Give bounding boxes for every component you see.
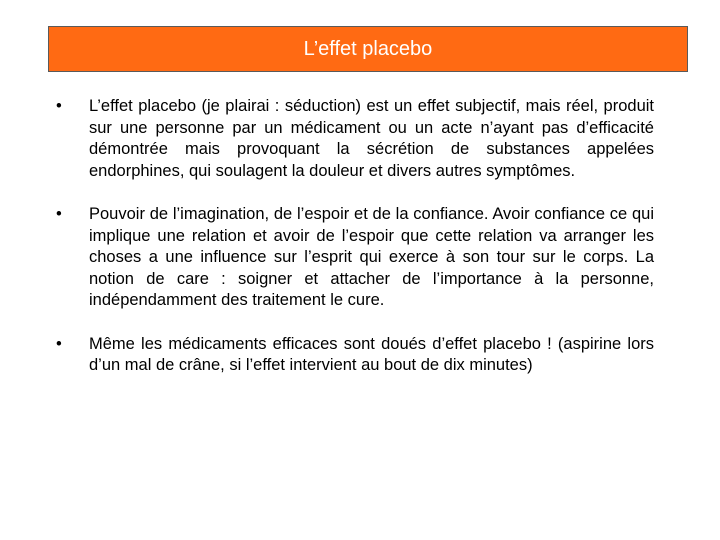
bullet-icon: • (56, 205, 62, 223)
bullet-text-2: Pouvoir de l’imagination, de l’espoir et de la confiance. Avoir confiance ce qui implique une relation et avoir de l’espoir que cette relation va arranger les choses a une influence sur l’esprit qui exerce à son tour sur le corps. La notion de care : soigner et attacher de l’importance à la personne, indépendamment des traitement le cure. (89, 205, 654, 309)
bullet-text-3: Même les médicaments efficaces sont doués d’effet placebo ! (aspirine lors d’un mal de crâne, si l’effet intervient au bout de dix minutes) (89, 334, 654, 374)
bullet-list (56, 96, 654, 399)
bullet-icon: • (56, 97, 62, 115)
slide-title: L’effet placebo (303, 37, 433, 60)
bullet-icon: • (56, 334, 62, 353)
slide-title-bar (48, 26, 688, 72)
bullet-item-2 (56, 204, 654, 312)
bullet-item-3 (56, 334, 654, 377)
bullet-item-1 (56, 96, 654, 182)
bullet-text-1: L’effet placebo (je plairai : séduction) est un effet subjectif, mais réel, produit sur une personne par un médicament ou un acte n’ayant pas d’efficacité démontrée mais provoquant la sécrétion de substances appelées endorphines, qui soulagent la douleur et divers autres symptômes. (89, 97, 654, 180)
